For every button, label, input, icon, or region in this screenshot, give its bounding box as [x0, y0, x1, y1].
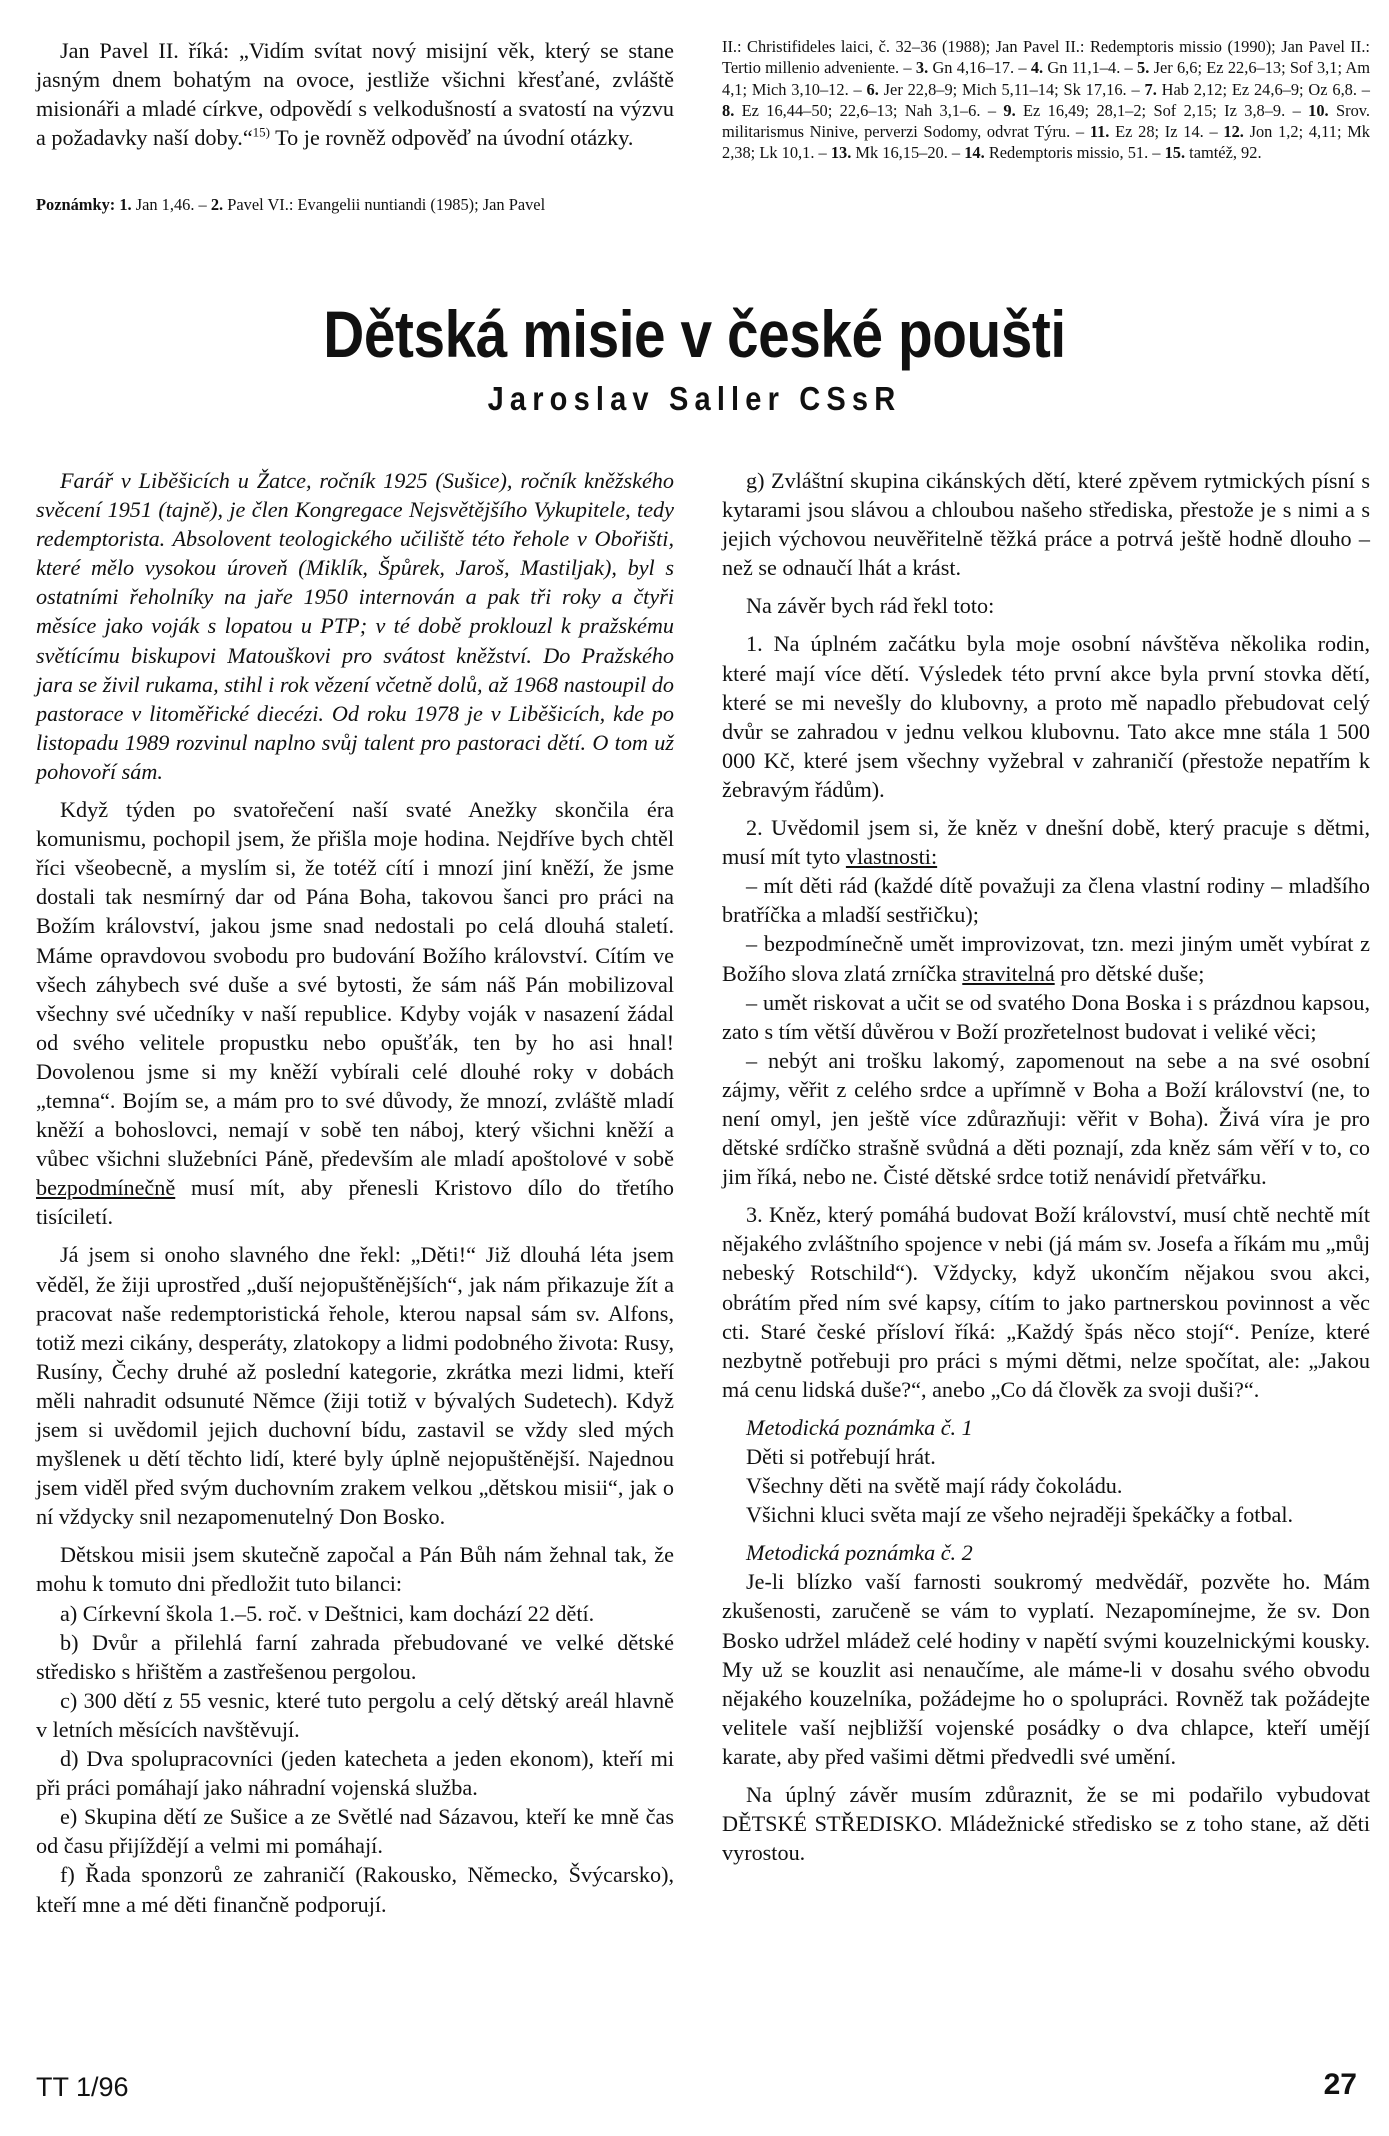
article-title: Dětská misie v české poušti [323, 297, 1066, 371]
balance-item-f: f) Řada sponzorů ze zahraničí (Rakousko, Německo, Švýcarsko), kteří mne a mé děti finančně podporují. [36, 1862, 674, 1917]
author-bio-lead: Farář v Liběšicích u Žatce, ročník 1925 (Sušice), ročník kněžského svěcení 1951 (tajně), je člen Kongregace Nejsvětějšího Vykupitele, tedy redemptorista. Absolovent teologického učiliště této řehole v Obořišti, které mělo vysokou úroveň (Miklík, Špůrek, Jaroš, Mastiljak), byl s ostatními řeholníky na jaře 1950 internován a pak tři roky a čtyři měsíce jako voják s lopatou u PTP; v té době proklouzl k pražskému světícímu biskupovi Matouškovi pro svátost kněžství. Do Pražského jara se živil rukama, stihl i rok vězení včetně dolů, až 1968 nastoupil do pastorace v litoměřické diecézi. Od roku 1978 je v Liběšicích, kde po listopadu 1989 rozvinul naplno svůj talent pro pastoraci dětí. O tom už pohovoří sám. [36, 468, 674, 784]
quality-item: – umět riskovat a učit se od svatého Dona Boska i s prázdnou kapsou, zato s tím větší důvěrou v Boží prozřetelnost budovat i veliké věci; [722, 989, 1370, 1044]
article-left-column [36, 466, 674, 1919]
method-note-2-text: Je-li blízko vaší farnosti soukromý medvědář, pozvěte ho. Mám zkušenosti, zaručeně se vám to vyplatí. Nezapomínejme, že sv. Don Bosko udržel mládež celé hodiny v napětí svými kouzelnickými kousky. My už se kouzlit asi nenaučíme, ale máme-li v dosahu svého obvodu nějakého kouzelníka, požádejme ho o spolupráci. Rovněž tak požádejte velitele vaší nejbližší vojenské posádky o dva chlapce, kteří umějí karate, aby před vašimi dětmi předvedli své umění. [722, 1569, 1370, 1769]
article-right-column [722, 466, 1370, 1867]
balance-item-e: e) Skupina dětí ze Sušice a ze Světlé nad Sázavou, kteří ke mně čas od času přijíždějí a velmi mi pomáhají. [36, 1804, 674, 1859]
balance-item-b: b) Dvůr a přilehlá farní zahrada přebudované ve velké dětské středisko s hřištěm a zastřešenou pergolou. [36, 1629, 674, 1684]
underlined-word: vlastnosti: [845, 844, 938, 870]
quality-item: – bezpodmínečně umět improvizovat, tzn. mezi jiným umět vybírat z Božího slova zlatá zrníčka stravitelná pro dětské duše; [722, 931, 1370, 986]
notes-block-right: II.: Christifideles laici, č. 32–36 (1988); Jan Pavel II.: Redemptoris missio (1990); Jan Pavel II.: Tertio millenio adveniente. – 3. Gn 4,16–17. – 4. Gn 11,1–4. – 5. Jer 6,6; Ez 22,6–13; Sof 3,1; Am 4,1; Mich 3,10–12. – 6. Jer 22,8–9; Mich 5,11–14; Sk 17,16. – 7. Hab 2,12; Ez 24,6–9; Oz 6,8. – 8. Ez 16,44–50; 22,6–13; Nah 3,1–6. – 9. Ez 16,49; 28,1–2; Sof 2,15; Iz 3,8–9. – 10. Srov. militarismus Ninive, perverzi Sodomy, odvrat Týru. – 11. Ez 28; Iz 14. – 12. Jon 1,2; 4,11; Mk 2,38; Lk 10,1. – 13. Mk 16,15–20. – 14. Redemptoris missio, 51. – 15. tamtéž, 92. [722, 37, 1370, 163]
notes-label: Poznámky: [36, 195, 116, 214]
method-note-1-line: Děti si potřebují hrát. [746, 1444, 936, 1469]
page-number: 27 [1323, 2068, 1357, 2101]
quality-item: – nebýt ani trošku lakomý, zapomenout na sebe a na své osobní zájmy, věřit z celého srdce a upřímně v Boha a Boží království (ne, to není omyl, jen ještě více zdůrazňuji: věřit v Boha). Živá víra je pro dětské srdíčko strašně svůdná a děti poznají, zda kněz sám věří v to, co jim říká, nebo ne. Čisté dětské srdce totiž nenávidí přetvářku. [722, 1047, 1370, 1190]
footnote-ref: 15) [252, 124, 271, 140]
balance-item-d: d) Dva spolupracovníci (jeden katecheta a jeden ekonom), kteří mi při práci pomáhají jako náhradní vojenská služba. [36, 1746, 674, 1801]
method-note-1-line: Všechny děti na světě mají rády čokoládu. [746, 1473, 1123, 1499]
previous-article-left [36, 36, 674, 152]
notes-right [722, 36, 1370, 164]
conclusion-intro: Na závěr bych rád řekl toto: [746, 593, 995, 619]
method-note-1-heading: Metodická poznámka č. 1 [746, 1414, 973, 1440]
final-paragraph: Na úplný závěr musím zdůraznit, že se mi podařilo vybudovat DĚTSKÉ STŘEDISKO. Mládežnické středisko se z toho stane, až děti vyrostou. [722, 1782, 1370, 1866]
journal-issue: TT 1/96 [36, 2072, 129, 2102]
underlined-word: bezpodmínečně [36, 1175, 176, 1201]
point-2: 2. Uvědomil jsem si, že kněz v dnešní době, který pracuje s dětmi, musí mít tyto vlastnosti: [722, 815, 1370, 870]
method-note-2-heading: Metodická poznámka č. 2 [746, 1540, 973, 1566]
quality-item: – mít děti rád (každé dítě považuji za člena vlastní rodiny – mladšího bratříčka a mladší sestřičku); [722, 873, 1370, 928]
previous-article-closing-paragraph: Jan Pavel II. říká: „Vidím svítat nový misijní věk, který se stane jasným dnem bohatým na ovoce, jestliže všichni křesťané, zvláště misionáři a mladé církve, odpovědí s velkodušností a svatostí na výzvu a požadavky naší doby.“$^{15)}$ To je rovněž odpověď na úvodní otázky. [36, 38, 674, 151]
notes-block-left: Poznámky: 1. Jan 1,46. – 2. Pavel VI.: Evangelii nuntiandi (1985); Jan Pavel [36, 195, 546, 214]
notes-left [36, 194, 674, 215]
paragraph: Já jsem si onoho slavného dne řekl: „Děti!“ Již dlouhá léta jsem věděl, že žiji uprostřed „duší nejopuštěnějších“, jak nám přikazuje žít a pracovat naše redemptoristická řehole, kterou napsal sám sv. Alfons, totiž mezi cikány, desperáty, zlatokopy a lidmi podobného života: Rusy, Rusíny, Čechy druhé až poslední kategorie, zkrátka mezi lidmi, kteří měli nahradit odsunuté Němce (žiji totiž v bývalých Sudetech). Když jsem si uvědomil jejich duchovní bídu, zastavil se vždy sled mých myšlenek u dětí těchto lidí, které byly úplně nejopuštěnější. Najednou jsem viděl před svým duchovním zrakem velkou „dětskou misii“, jak o ní vždycky snil nezapomenutelný Don Bosko. [36, 1242, 674, 1530]
point-3: 3. Kněz, který pomáhá budovat Boží království, musí chtě nechtě mít nějakého zvláštního spojence v nebi (já mám sv. Josefa a říkám mu „můj nebeský Rotschild“). Vždycky, když ukončím nějakou svou akci, obrátím před ním své kapsy, cítím to jako partnerskou povinnost a věc cti. Staré české přísloví říká: „Každý špás něco stojí“. Peníze, které nezbytně potřebuji pro práci s mými dětmi, nelze spočítat, ale: „Jakou má cenu lidská duše?“, anebo „Co dá člověk za svoji duši?“. [722, 1202, 1370, 1402]
note-2-text: Pavel VI.: Evangelii nuntiandi (1985); Jan Pavel [223, 195, 546, 214]
balance-item-g: g) Zvláštní skupina cikánských dětí, které zpěvem rytmických písní s kytarami jsou slávou a chloubou našeho střediska, přestože je s nimi a s jejich výchovou neuvěřitelně těžká práce a potrvá ještě hodně dlouho – než se odnaučí lhát a krást. [722, 468, 1370, 581]
article-author: Jaroslav Saller CSsR [487, 380, 902, 417]
point-1: 1. Na úplném začátku byla moje osobní návštěva několika rodin, které mají více dětí. Výsledek této první akce byla první stovka dětí, které se mi nevešly do klubovny, a proto mě napadlo přebudovat celý dvůr se zahradou v jednu velkou klubovnu. Tato akce mne stála 1 500 000 Kč, které jsem všechny vyžebral v zahraničí (přestože nepatřím k žebravým řádům). [722, 631, 1370, 802]
paragraph: Když týden po svatořečení naší svaté Anežky skončila éra komunismu, pochopil jsem, že přišla moje hodina. Nejdříve bych chtěl říci všeobecně, a myslím si, že totéž cítí i mnozí jiní kněží, že jsme dostali tak nesmírný dar od Pána Boha, takovou šanci pro práci na Božím království, jakou jsme snad nedostali po celá dlouhá staletí. Máme opravdovou svobodu pro budování Božího království. Cítím ve všech záhybech své duše a své bytosti, že sám náš Pán mobilizoval všechny své učedníky v naší republice. Kdyby voják v nasazení žádal od svého velitele propustku nebo opušťák, ten by ho asi hnal! Dovolenou jsme si my kněží vybírali celé dlouhé roky v dobách „temna“. Bojím se, a mám pro to své důvody, že mnozí, zvláště mladí kněží a bohoslovci, nemají v sobě ten náboj, který všichni kněží a vůbec všichni služebníci Páně, především ale mladí apoštolové v sobě bezpodmínečně musí mít, aby přenesli Kristovo dílo do třetího tisíciletí. [36, 797, 674, 1230]
underlined-word: stravitelná [962, 960, 1055, 986]
balance-item-c: c) 300 dětí z 55 vesnic, které tuto pergolu a celý dětský areál hlavně v letních měsících navštěvují. [36, 1687, 674, 1742]
paragraph: Dětskou misii jsem skutečně započal a Pán Bůh nám žehnal tak, že mohu k tomuto dni předložit tuto bilanci: [36, 1542, 674, 1597]
balance-item-a: a) Církevní škola 1.–5. roč. v Deštnici, kam dochází 22 dětí. [60, 1600, 595, 1626]
method-note-1-line: Všichni kluci světa mají ze všeho nejraději špekáčky a fotbal. [746, 1502, 1294, 1528]
